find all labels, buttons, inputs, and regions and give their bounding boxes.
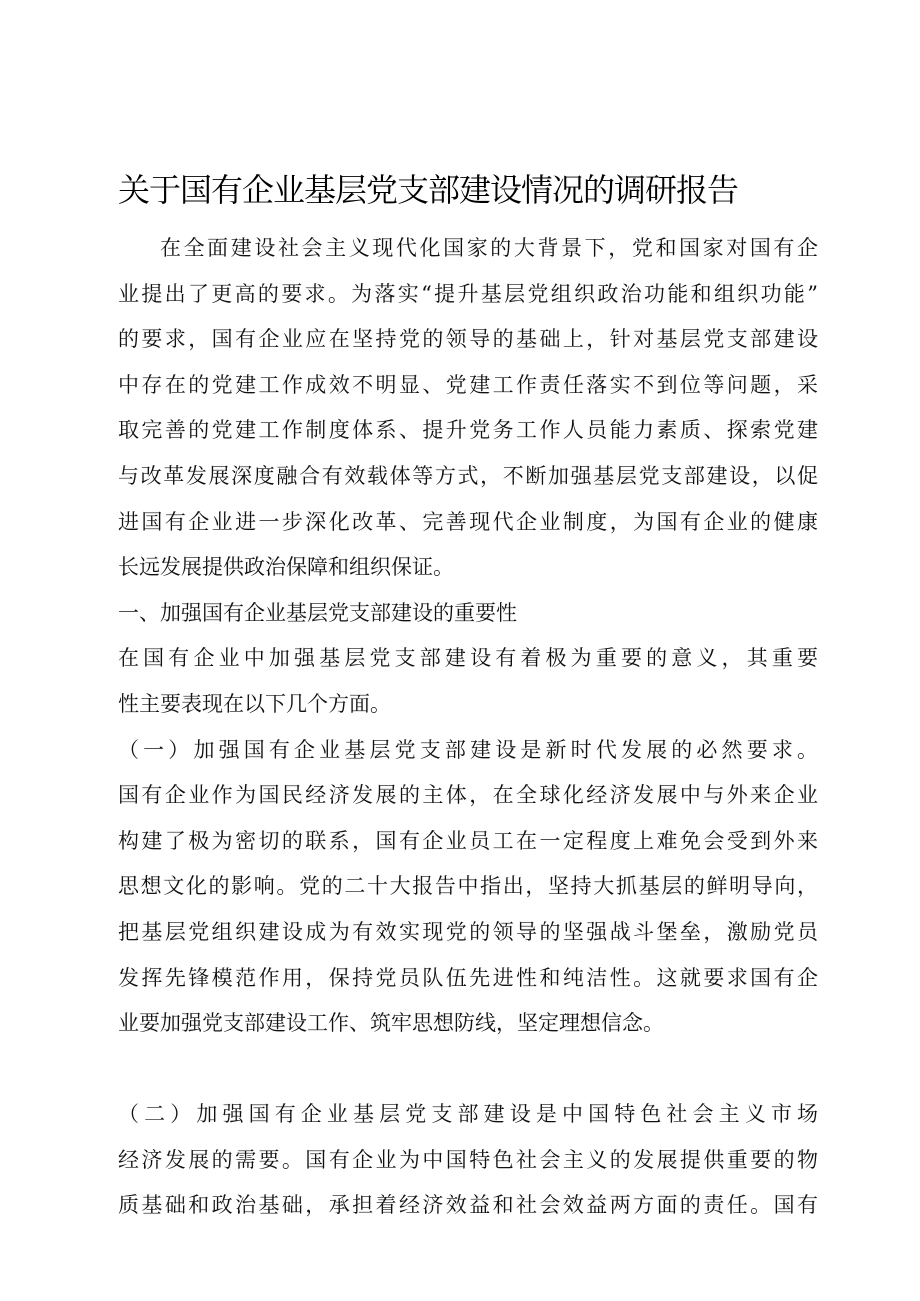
paragraph-line: 构建了极为密切的联系，国有企业员工在一定程度上难免会受到外来 bbox=[118, 828, 818, 853]
paragraph-line: 中存在的党建工作成效不明显、党建工作责任落实不到位等问题，采 bbox=[118, 372, 818, 397]
section-heading: 一、加强国有企业基层党支部建设的重要性 bbox=[118, 600, 517, 625]
paragraph-line: 发挥先锋模范作用，保持党员队伍先进性和纯洁性。这就要求国有企 bbox=[118, 965, 818, 990]
document-title: 关于国有企业基层党支部建设情况的调研报告 bbox=[118, 171, 739, 209]
paragraph-line: 的要求，国有企业应在坚持党的领导的基础上，针对基层党支部建设 bbox=[118, 327, 818, 352]
subsection-heading-line: （一）加强国有企业基层党支部建设是新时代发展的必然要求。 bbox=[118, 737, 818, 762]
paragraph-line: 与改革发展深度融合有效载体等方式，不断加强基层党支部建设，以促 bbox=[118, 463, 818, 488]
paragraph-line: 在国有企业中加强基层党支部建设有着极为重要的意义，其重要 bbox=[118, 646, 818, 671]
paragraph-line: 经济发展的需要。国有企业为中国特色社会主义的发展提供重要的物 bbox=[118, 1147, 818, 1172]
paragraph-line: 质基础和政治基础，承担着经济效益和社会效益两方面的责任。国有 bbox=[118, 1193, 818, 1218]
paragraph-line: 国有企业作为国民经济发展的主体，在全球化经济发展中与外来企业 bbox=[118, 783, 818, 808]
paragraph-line: 把基层党组织建设成为有效实现党的领导的坚强战斗堡垒，激励党员 bbox=[118, 919, 818, 944]
paragraph-line: 思想文化的影响。党的二十大报告中指出，坚持大抓基层的鲜明导向， bbox=[118, 874, 818, 899]
blank-line bbox=[118, 1047, 818, 1093]
paragraph-line: 长远发展提供政治保障和组织保证。 bbox=[118, 555, 454, 580]
document-body bbox=[118, 226, 818, 1229]
paragraph-line: 在全面建设社会主义现代化国家的大背景下，党和国家对国有企 bbox=[160, 236, 818, 260]
subsection-heading-line: （二）加强国有企业基层党支部建设是中国特色社会主义市场 bbox=[118, 1102, 818, 1127]
paragraph-line: 取完善的党建工作制度体系、提升党务工作人员能力素质、探索党建 bbox=[118, 418, 818, 443]
paragraph-line: 性主要表现在以下几个方面。 bbox=[118, 691, 391, 716]
paragraph-line: 业要加强党支部建设工作、筑牢思想防线，坚定理想信念。 bbox=[118, 1011, 664, 1036]
paragraph-line: 进国有企业进一步深化改革、完善现代企业制度，为国有企业的健康 bbox=[118, 509, 818, 534]
paragraph-line: 业提出了更高的要求。为落实“提升基层党组织政治功能和组织功能” bbox=[118, 281, 818, 306]
